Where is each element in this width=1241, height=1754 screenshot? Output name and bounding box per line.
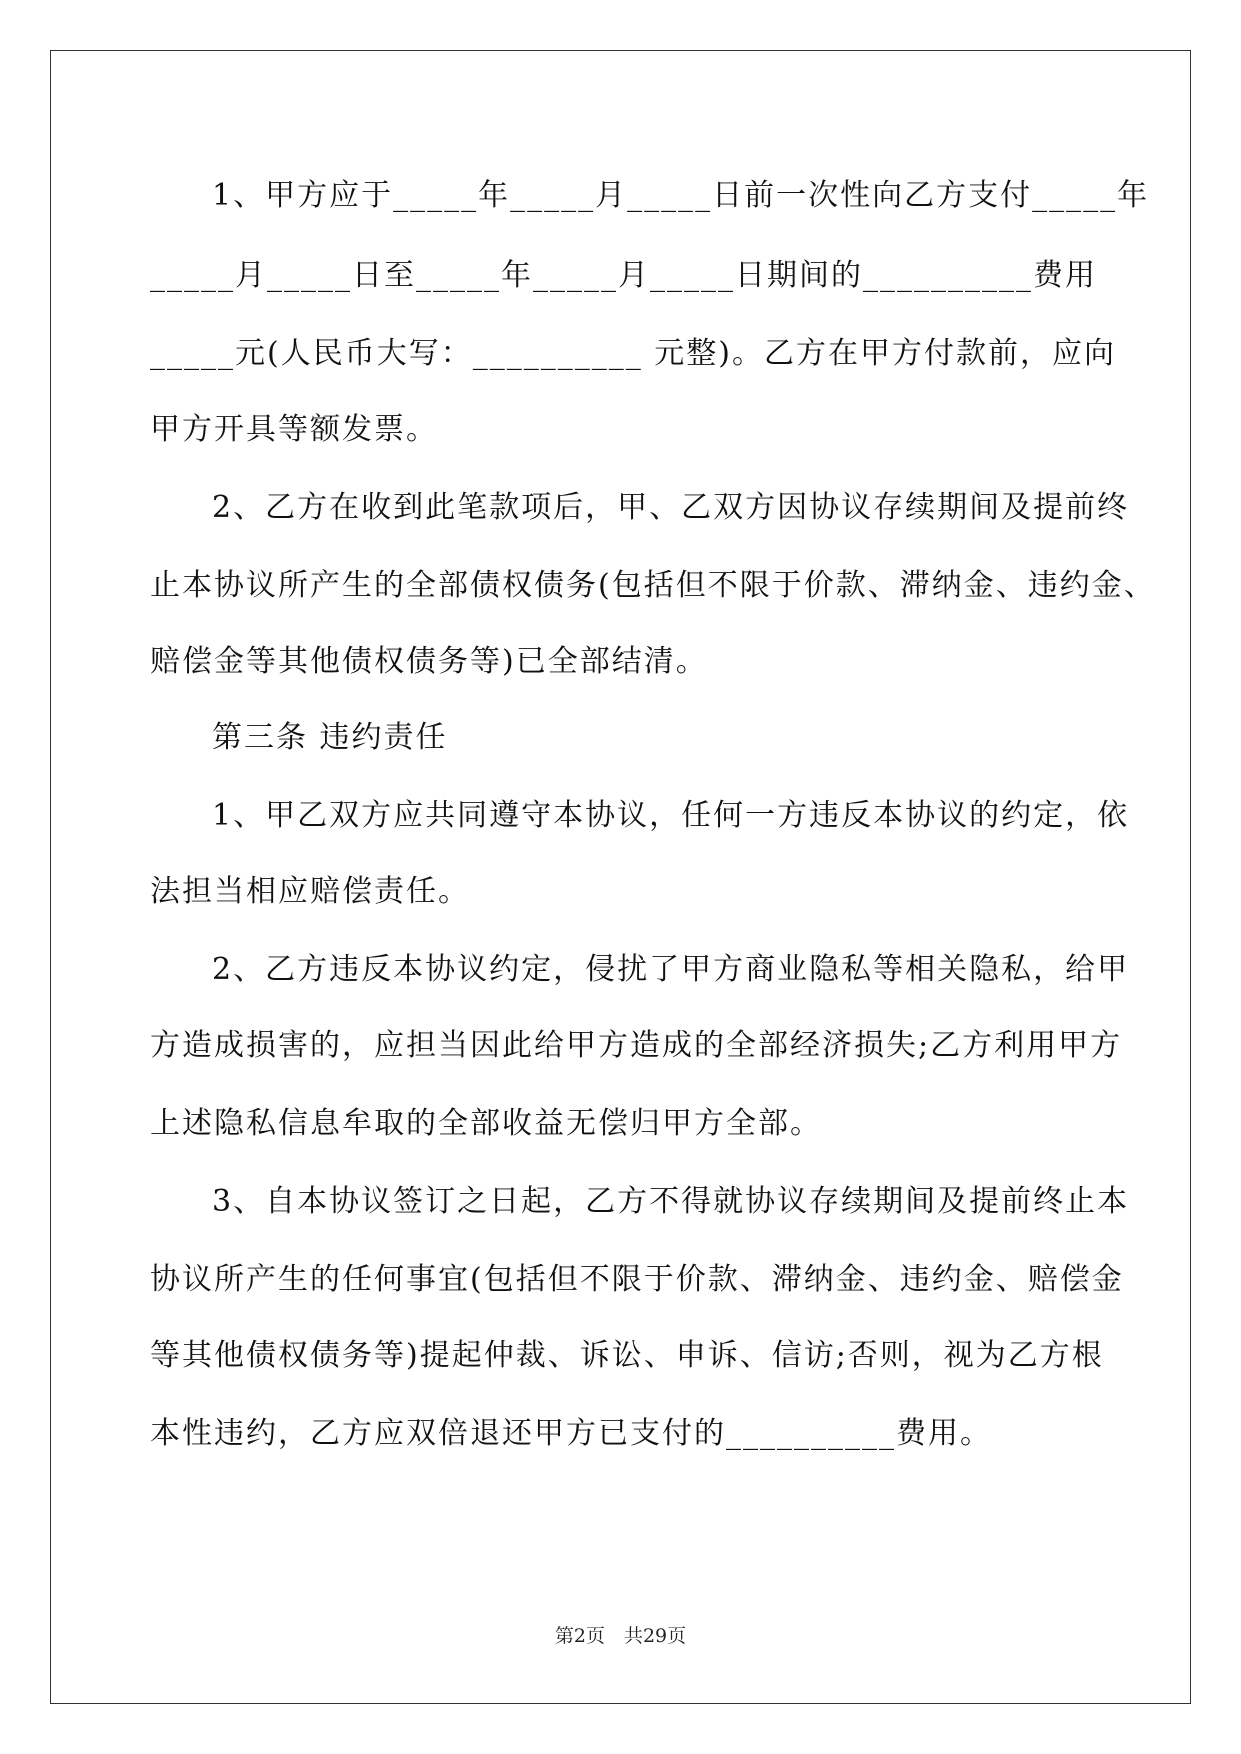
paragraph-line: 法担当相应赔偿责任。 [150,874,470,909]
paragraph-line: 2、乙方违反本协议约定，侵扰了甲方商业隐私等相关隐私，给甲 [212,952,1130,987]
section-heading: 第三条 违约责任 [212,720,448,755]
paragraph-line: _____元(人民币大写：__________ 元整)。乙方在甲方付款前，应向 [150,336,1116,371]
paragraph-line: 止本协议所产生的全部债权债务(包括但不限于价款、滞纳金、违约金、 [150,568,1156,603]
paragraph-line: _____月_____日至_____年_____月_____日期间的__________费用 [150,258,1097,293]
paragraph-line: 上述隐私信息牟取的全部收益无偿归甲方全部。 [150,1106,822,1141]
paragraph-line: 3、自本协议签订之日起，乙方不得就协议存续期间及提前终止本 [212,1184,1130,1219]
paragraph-line: 等其他债权债务等)提起仲裁、诉讼、申诉、信访;否则，视为乙方根 [150,1338,1104,1373]
paragraph-line: 2、乙方在收到此笔款项后，甲、乙双方因协议存续期间及提前终 [212,490,1130,525]
page-number: 第2页 共29页 [554,1625,687,1647]
paragraph-line: 甲方开具等额发票。 [150,412,438,447]
paragraph-line: 本性违约，乙方应双倍退还甲方已支付的__________费用。 [150,1416,992,1451]
paragraph-line: 1、甲乙双方应共同遵守本协议，任何一方违反本协议的约定，依 [212,798,1130,833]
paragraph-line: 方造成损害的，应担当因此给甲方造成的全部经济损失;乙方利用甲方 [150,1028,1123,1063]
paragraph-line: 协议所产生的任何事宜(包括但不限于价款、滞纳金、违约金、赔偿金 [150,1262,1124,1297]
paragraph-line: 赔偿金等其他债权债务等)已全部结清。 [150,644,708,679]
paragraph-line: 1、甲方应于_____年_____月_____日前一次性向乙方支付_____年 [212,178,1150,213]
page-footer [0,1624,1241,1648]
